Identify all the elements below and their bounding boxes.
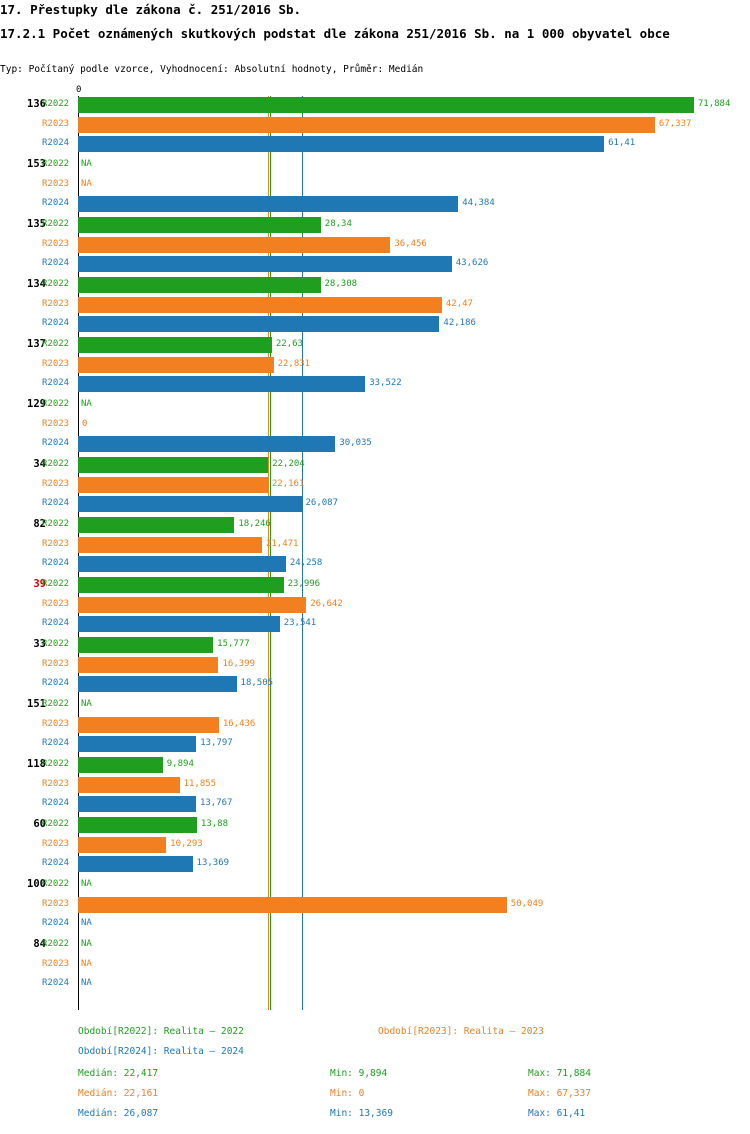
bar-r2022[interactable] bbox=[78, 817, 197, 833]
series-label-r2024: R2024 bbox=[42, 558, 70, 569]
bar-value-label: 23,541 bbox=[283, 618, 317, 629]
bar-r2024[interactable] bbox=[78, 256, 452, 272]
chart-group bbox=[27, 96, 731, 156]
chart-row bbox=[42, 276, 712, 294]
group-label: 84 bbox=[33, 938, 46, 950]
series-label-r2024: R2024 bbox=[42, 738, 70, 749]
series-label-r2022: R2022 bbox=[42, 759, 70, 769]
chart-row bbox=[42, 536, 712, 554]
x-axis-zero-label: 0 bbox=[76, 85, 82, 95]
chart-group bbox=[27, 336, 712, 396]
series-label-r2023: R2023 bbox=[42, 778, 70, 789]
legend-item[interactable]: Období[R2024]: Realita – 2024 bbox=[78, 1046, 244, 1057]
legend-item[interactable]: Období[R2023]: Realita – 2023 bbox=[378, 1026, 544, 1037]
bar-value-label: 13,797 bbox=[200, 738, 233, 749]
series-label-r2024: R2024 bbox=[42, 798, 70, 809]
series-label-r2023: R2023 bbox=[42, 898, 70, 909]
series-label-r2022: R2022 bbox=[42, 279, 70, 289]
value-na: NA bbox=[81, 879, 92, 889]
series-label-r2022: R2022 bbox=[42, 159, 70, 169]
bar-r2024[interactable] bbox=[78, 136, 604, 152]
series-label-r2023: R2023 bbox=[42, 538, 70, 549]
bar-r2023[interactable] bbox=[78, 897, 507, 913]
bar-r2023[interactable] bbox=[78, 717, 219, 733]
series-label-r2023: R2023 bbox=[42, 838, 70, 849]
chart-group bbox=[27, 396, 712, 456]
group-label: 136 bbox=[27, 98, 46, 110]
chart-subtitle: Typ: Počítaný podle vzorce, Vyhodnocení: Absolutní hodnoty, Průměr: Medián bbox=[0, 64, 424, 75]
group-label: 60 bbox=[33, 818, 46, 830]
bar-r2023[interactable] bbox=[78, 357, 274, 373]
series-label-r2023: R2023 bbox=[42, 718, 70, 729]
chart-row bbox=[42, 596, 712, 614]
group-label: 118 bbox=[27, 758, 46, 770]
bar-r2022[interactable] bbox=[78, 457, 268, 473]
bar-r2022[interactable] bbox=[78, 97, 694, 113]
chart-row bbox=[42, 116, 712, 134]
chart-group bbox=[33, 936, 712, 996]
chart-row bbox=[42, 675, 712, 693]
bar-value-label: 26,642 bbox=[310, 598, 343, 609]
group-label: 153 bbox=[27, 158, 46, 170]
bar-value-label: 42,186 bbox=[443, 318, 476, 329]
series-label-r2024: R2024 bbox=[42, 378, 70, 389]
chart-row bbox=[42, 336, 712, 354]
bar-r2022[interactable] bbox=[78, 577, 284, 593]
series-label-r2024: R2024 bbox=[42, 198, 70, 209]
bar-value-label: 50,049 bbox=[510, 898, 544, 909]
value-na: NA bbox=[81, 978, 92, 989]
group-label: 151 bbox=[27, 698, 46, 710]
bar-value-label: 42,47 bbox=[445, 298, 473, 309]
chart-row bbox=[42, 495, 712, 513]
bar-value-label: 15,777 bbox=[217, 639, 250, 649]
series-label-r2022: R2022 bbox=[42, 639, 70, 649]
chart-plot-area bbox=[27, 96, 731, 1010]
chart-row bbox=[42, 956, 712, 974]
chart-group bbox=[27, 276, 712, 336]
bar-value-label: 11,855 bbox=[183, 778, 217, 789]
chart-row bbox=[42, 315, 712, 333]
chart-row bbox=[42, 735, 712, 753]
series-label-r2022: R2022 bbox=[42, 99, 70, 109]
stat-min: Min: 0 bbox=[330, 1088, 365, 1099]
stat-median: Medián: 22,161 bbox=[78, 1088, 159, 1099]
bar-r2024[interactable] bbox=[78, 736, 196, 752]
stat-max: Max: 71,884 bbox=[528, 1068, 591, 1079]
chart-row bbox=[42, 375, 712, 393]
chart-row bbox=[42, 396, 712, 414]
chart-row bbox=[42, 696, 712, 714]
series-label-r2024: R2024 bbox=[42, 498, 70, 509]
chart-row bbox=[42, 195, 712, 213]
chart-group bbox=[33, 636, 712, 696]
chart-row bbox=[42, 135, 712, 153]
bar-r2023[interactable] bbox=[78, 297, 442, 313]
series-label-r2024: R2024 bbox=[42, 978, 70, 989]
bar-value-label: 13,88 bbox=[200, 819, 228, 829]
page-title: 17. Přestupky dle zákona č. 251/2016 Sb. bbox=[0, 2, 302, 17]
chart-row bbox=[42, 776, 712, 794]
bar-value-label: 43,626 bbox=[455, 258, 489, 269]
series-label-r2023: R2023 bbox=[42, 658, 70, 669]
bar-value-label: 24,258 bbox=[289, 558, 323, 569]
bar-value-label: 13,369 bbox=[196, 858, 230, 869]
bar-r2023[interactable] bbox=[78, 657, 218, 673]
chart-row bbox=[42, 836, 712, 854]
stat-median: Medián: 26,087 bbox=[78, 1108, 159, 1119]
chart-row bbox=[42, 555, 712, 573]
series-label-r2022: R2022 bbox=[42, 399, 70, 409]
bar-value-label: 28,308 bbox=[324, 279, 358, 289]
bar-value-label: 71,884 bbox=[697, 99, 731, 109]
bar-r2024[interactable] bbox=[78, 496, 302, 512]
series-label-r2023: R2023 bbox=[42, 478, 70, 489]
bar-r2024[interactable] bbox=[78, 556, 286, 572]
bar-r2022[interactable] bbox=[78, 637, 213, 653]
bar-value-label: 61,41 bbox=[608, 138, 636, 149]
bar-value-label: 23,996 bbox=[287, 579, 321, 589]
bar-r2023[interactable] bbox=[78, 477, 268, 493]
chart-row bbox=[42, 816, 712, 834]
series-label-r2023: R2023 bbox=[42, 118, 70, 129]
chart-row bbox=[42, 356, 712, 374]
series-label-r2022: R2022 bbox=[42, 579, 70, 589]
value-na: NA bbox=[81, 699, 92, 709]
series-label-r2024: R2024 bbox=[42, 318, 70, 329]
chart-title: 17.2.1 Počet oznámených skutkových podstat dle zákona 251/2016 Sb. na 1 000 obyvatel obce bbox=[0, 26, 670, 41]
series-label-r2023: R2023 bbox=[42, 358, 70, 369]
chart-row bbox=[42, 915, 712, 933]
chart-row bbox=[42, 756, 712, 774]
chart-group bbox=[27, 156, 712, 216]
chart-group bbox=[27, 756, 712, 816]
chart-row bbox=[42, 435, 712, 453]
group-label: 100 bbox=[27, 878, 46, 890]
chart-row bbox=[42, 216, 712, 234]
stat-max: Max: 61,41 bbox=[528, 1108, 586, 1119]
chart-row bbox=[42, 236, 712, 254]
group-label: 129 bbox=[27, 398, 46, 410]
group-label: 134 bbox=[27, 278, 46, 290]
bar-r2024[interactable] bbox=[78, 196, 458, 212]
value-na: NA bbox=[81, 399, 92, 409]
bar-r2024[interactable] bbox=[78, 316, 439, 332]
bar-value-label: 0 bbox=[82, 418, 88, 429]
series-label-r2023: R2023 bbox=[42, 598, 70, 609]
bar-value-label: 33,522 bbox=[369, 378, 402, 389]
value-na: NA bbox=[81, 178, 92, 189]
stat-median: Medián: 22,417 bbox=[78, 1068, 159, 1079]
bar-r2022[interactable] bbox=[78, 757, 163, 773]
stat-min: Min: 13,369 bbox=[330, 1108, 393, 1119]
bar-r2022[interactable] bbox=[78, 337, 272, 353]
chart-row bbox=[42, 795, 712, 813]
bar-r2024[interactable] bbox=[78, 856, 193, 872]
bar-r2023[interactable] bbox=[78, 837, 166, 853]
bar-value-label: 10,293 bbox=[170, 838, 203, 849]
bar-r2023[interactable] bbox=[78, 117, 655, 133]
bar-value-label: 22,831 bbox=[277, 358, 311, 369]
bar-value-label: 22,204 bbox=[272, 459, 305, 469]
chart-row bbox=[42, 416, 712, 434]
bar-value-label: 36,456 bbox=[394, 238, 427, 249]
bar-value-label: 44,384 bbox=[462, 198, 495, 209]
chart-row bbox=[42, 476, 712, 494]
bar-value-label: 22,63 bbox=[275, 339, 303, 349]
chart-row bbox=[42, 96, 731, 114]
chart-row bbox=[42, 975, 712, 993]
series-label-r2022: R2022 bbox=[42, 819, 70, 829]
series-label-r2022: R2022 bbox=[42, 939, 70, 949]
chart-row bbox=[42, 576, 712, 594]
bar-value-label: 18,505 bbox=[240, 678, 274, 689]
value-na: NA bbox=[81, 958, 92, 969]
bar-r2024[interactable] bbox=[78, 796, 196, 812]
chart-row bbox=[42, 636, 712, 654]
chart-group bbox=[27, 216, 712, 276]
chart-row bbox=[42, 176, 712, 194]
bar-r2023[interactable] bbox=[78, 777, 180, 793]
group-label: 135 bbox=[27, 218, 46, 230]
chart-row bbox=[42, 716, 712, 734]
bar-r2023[interactable] bbox=[78, 537, 262, 553]
bar-r2022[interactable] bbox=[78, 517, 234, 533]
series-label-r2022: R2022 bbox=[42, 219, 70, 229]
group-label: 34 bbox=[33, 458, 46, 470]
bar-value-label: 28,34 bbox=[324, 219, 352, 229]
series-label-r2023: R2023 bbox=[42, 178, 70, 189]
chart-row bbox=[42, 296, 712, 314]
chart-row bbox=[42, 656, 712, 674]
bar-r2024[interactable] bbox=[78, 616, 280, 632]
value-na: NA bbox=[81, 939, 92, 949]
bar-value-label: 9,894 bbox=[166, 759, 194, 769]
bar-value-label: 13,767 bbox=[199, 798, 233, 809]
legend-item[interactable]: Období[R2022]: Realita – 2022 bbox=[78, 1026, 244, 1037]
bar-r2024[interactable] bbox=[78, 436, 335, 452]
chart-row bbox=[42, 255, 712, 273]
chart-row bbox=[42, 615, 712, 633]
stat-min: Min: 9,894 bbox=[330, 1068, 388, 1079]
series-label-r2024: R2024 bbox=[42, 678, 70, 689]
series-label-r2024: R2024 bbox=[42, 258, 70, 269]
chart-group bbox=[33, 456, 712, 516]
series-label-r2023: R2023 bbox=[42, 238, 70, 249]
chart-row bbox=[42, 516, 712, 534]
series-label-r2024: R2024 bbox=[42, 138, 70, 149]
bar-r2024[interactable] bbox=[78, 676, 237, 692]
bar-r2024[interactable] bbox=[78, 376, 365, 392]
series-label-r2022: R2022 bbox=[42, 699, 70, 709]
series-label-r2022: R2022 bbox=[42, 519, 70, 529]
chart-row bbox=[42, 855, 712, 873]
series-label-r2022: R2022 bbox=[42, 879, 70, 889]
bar-r2023[interactable] bbox=[78, 237, 390, 253]
chart-row bbox=[42, 456, 712, 474]
bar-value-label: 16,436 bbox=[222, 718, 256, 729]
bar-r2023[interactable] bbox=[78, 597, 306, 613]
bar-value-label: 16,399 bbox=[222, 658, 255, 669]
chart-group bbox=[27, 876, 712, 936]
bar-value-label: 26,087 bbox=[305, 498, 339, 509]
chart-group bbox=[33, 816, 712, 876]
series-label-r2022: R2022 bbox=[42, 339, 70, 349]
value-na: NA bbox=[81, 918, 92, 929]
series-label-r2024: R2024 bbox=[42, 438, 70, 449]
group-label: 33 bbox=[33, 638, 46, 650]
group-label: 137 bbox=[27, 338, 46, 350]
stat-max: Max: 67,337 bbox=[528, 1088, 591, 1099]
chart-group bbox=[27, 696, 712, 756]
bar-r2022[interactable] bbox=[78, 217, 321, 233]
series-label-r2023: R2023 bbox=[42, 418, 70, 429]
chart-row bbox=[42, 876, 712, 894]
series-label-r2024: R2024 bbox=[42, 858, 70, 869]
bar-value-label: 30,035 bbox=[339, 438, 372, 449]
series-label-r2023: R2023 bbox=[42, 958, 70, 969]
bar-value-label: 67,337 bbox=[658, 118, 692, 129]
bar-r2022[interactable] bbox=[78, 277, 321, 293]
chart-row bbox=[42, 896, 712, 914]
series-label-r2024: R2024 bbox=[42, 918, 70, 929]
series-label-r2023: R2023 bbox=[42, 298, 70, 309]
chart-group bbox=[33, 516, 712, 576]
group-label: 82 bbox=[33, 518, 46, 530]
chart-row bbox=[42, 156, 712, 174]
chart-row bbox=[42, 936, 712, 954]
value-na: NA bbox=[81, 159, 92, 169]
bar-value-label: 21,471 bbox=[265, 538, 299, 549]
series-label-r2024: R2024 bbox=[42, 618, 70, 629]
bar-value-label: 22,161 bbox=[271, 478, 305, 489]
series-label-r2022: R2022 bbox=[42, 459, 70, 469]
group-label: 39 bbox=[33, 578, 46, 590]
chart-group bbox=[33, 576, 712, 636]
bar-value-label: 18,246 bbox=[238, 519, 271, 529]
